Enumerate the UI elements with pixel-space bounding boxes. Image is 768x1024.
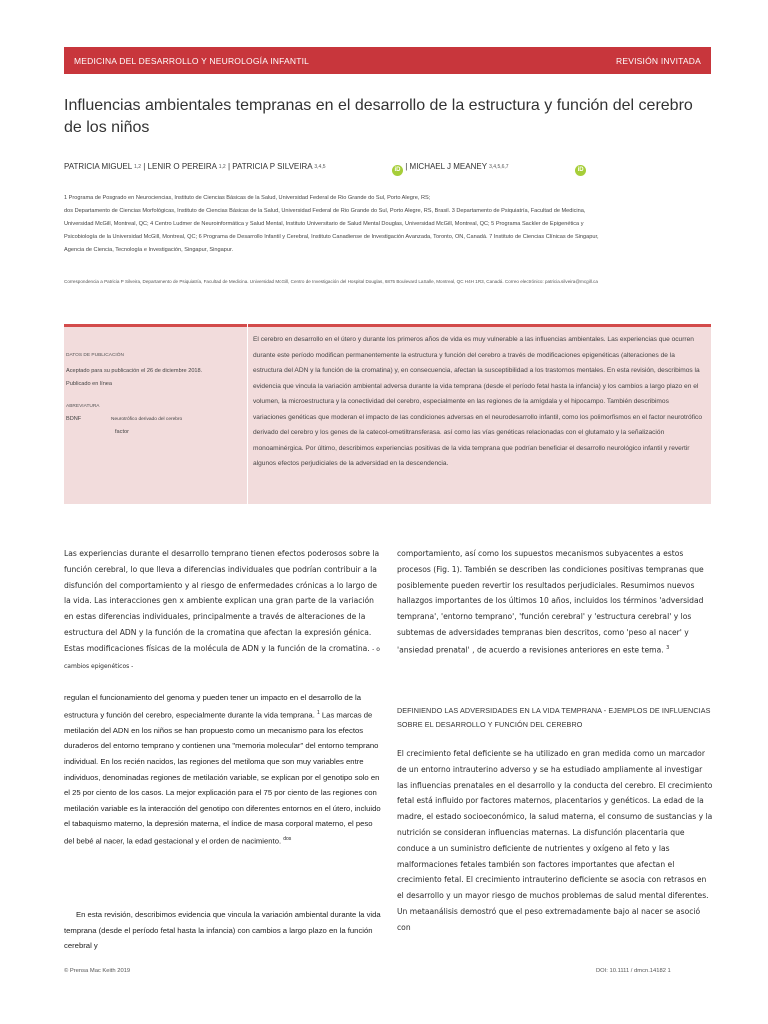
author-name[interactable]: LENIR O PEREIRA	[147, 162, 217, 171]
author-list: PATRICIA MIGUEL $^{1,2}$ | LENIR O PEREIRA $^{1,2}$ | PATRICIA P SILVEIRA $^{3,4,5}$ iD | MICHAEL J MEANEY $^{3,4,5,6,7}$ iD	[64, 162, 714, 176]
publication-info-box	[64, 324, 247, 504]
abstract: El cerebro en desarrollo en el útero y durante los primeros años de vida es muy vulnerable a las influencias ambientales. Las experiencias que ocurren durante este período modifican permanentemente la estructura y función del cerebro a través de modificaciones epigenéticas (alteraciones de la estructura del ADN y la función de la cromatina) y, en consecuencia, afectan la susceptibilidad a los trastornos mentales. En esta revisión, describimos la evidencia que vincula la variación ambiental adversa durante la vida temprana (desde el período fetal hasta la infancia) y los cambios a largo plazo en el volumen, la microestructura y la conectividad del cerebro, especialmente en las regiones de la amígdala y el hipocampo. También describimos variaciones genéticas que moderan el impacto de las condiciones adversas en el neurodesarrollo infantil, como los polimorfismos en el factor neurotrófico derivado del cerebro y los genes de la catecol-ometiltransferasa. así como las vías genéticas relacionadas con el glutamato y la señalización monoaminérgica. Por último, describimos experiencias positivas de la vida temprana que podrían beneficiar el desarrollo neurológico infantil y revertir algunos efectos perjudiciales de la adversidad en la descendencia.	[248, 324, 711, 504]
author-name[interactable]: MICHAEL J MEANEY	[409, 162, 487, 171]
orcid-icon[interactable]: iD	[575, 165, 586, 176]
correspondence: Correspondencia a Patricia P Silveira, Departamento de Psiquiatría, Facultad de Medicina. Universidad McGill, Centro de Investigación del Hospital Douglas, 6875 Boulevard LaSalle, Montreal, QC H4H 1R3, Canadá. Correo electrónico: patricia.silveira@mcgill.ca	[64, 279, 598, 284]
abbreviation-key: BDNF	[66, 416, 82, 422]
author-name[interactable]: PATRICIA P SILVEIRA	[232, 162, 313, 171]
publication-heading: DATOS DE PUBLICACIÓN	[66, 353, 124, 358]
affiliation-line: 1 Programa de Posgrado en Neurociencias, Instituto de Ciencias Básicas de la Salud, Universidad Federal de Rio Grande do Sul, Porto Alegre, RS;	[64, 195, 431, 201]
article-title: Influencias ambientales tempranas en el desarrollo de la estructura y función del cerebro de los niños	[64, 97, 693, 136]
body-paragraph: regulan el funcionamiento del genoma y pueden tener un impacto en el desarrollo de la estructura y función del cerebro, especialmente durante la vida temprana. $^1$ Las marcas de metilación del ADN en los niños se han propuesto como un mecanismo para los efectos duraderos del entorno temprano y contienen una "memoria molecular" del entorno temprano individual. En los recién nacidos, las regiones del metiloma que son muy variables entre individuos, denominadas regiones de metilación variable, se explican por el genotipo solo en el 25 por ciento de los casos. La mejor explicación para el 75 por ciento de las regiones con metilación variable es la interacción del genotipo con diferentes entornos en el útero, incluido el tabaquismo materno, la depresión materna, el índice de masa corporal materno, el peso del bebé al nacer, la edad gestacional y el orden de nacimiento. $^{dos}$	[64, 693, 381, 846]
author-name[interactable]: PATRICIA MIGUEL	[64, 162, 132, 171]
abbreviation-heading: ABREVIATURA	[66, 404, 100, 409]
journal-banner	[64, 47, 711, 74]
affiliation-line: dos Departamento de Ciencias Morfológicas, Instituto de Ciencias Básicas de la Salud, Universidad Federal de Rio Grande do Sul, Porto Alegre, RS, Brasil. 3 Departamento de Psiquiatría, Facultad de Medicina,	[64, 208, 586, 214]
affiliations	[64, 192, 714, 257]
body-paragraph: comportamiento, así como los supuestos mecanismos subyacentes a estos procesos (Fig. 1). También se describen las condiciones positivas tempranas que posiblemente pueden revertir los resultados perjudiciales. Resumimos nuevos hallazgos importantes de los últimos 10 años, incluidos los términos 'adversidad temprana', 'entorno temprano', 'función cerebral' y 'estructura cerebral' y los subtemas de adversidades tempranas bien descritos, como 'peso al nacer' y 'ansiedad prenatal' , de acuerdo a revisiones anteriores en este tema. $^3$	[397, 549, 704, 655]
body-paragraph: El crecimiento fetal deficiente se ha utilizado en gran medida como un marcador de un entorno intrauterino adverso y se ha estudiado ampliamente al investigar las influencias prenatales en el desarrollo y la conducta del cerebro. El crecimiento fetal está influido por factores maternos, placentarios y genéticos. La edad de la madre, el estado socioeconómico, la salud materna, el consumo de sustancias y la nutrición se consideran influencias maternas. La disfunción placentaria que conduce a un suministro deficiente de nutrientes y oxígeno al feto y las malformaciones fetales también son factores importantes que afectan el crecimiento fetal. El crecimiento intrauterino deficiente se asocia con retrasos en el desarrollo y un mayor riesgo de muchos problemas de salud mental diferentes. Un metaanálisis demostró que el peso extremadamente bajo al nacer se asoció con	[397, 749, 713, 932]
published-online: Publicado en línea	[66, 381, 113, 387]
abbreviation-value-cont: factor	[115, 429, 129, 435]
doi-link[interactable]: DOI: 10.1111 / dmcn.14182 1	[596, 968, 671, 974]
copyright: © Prensa Mac Keith 2019	[64, 968, 131, 974]
orcid-icon[interactable]: iD	[392, 165, 403, 176]
section-heading: DEFINIENDO LAS ADVERSIDADES EN LA VIDA TEMPRANA - EJEMPLOS DE INFLUENCIAS SOBRE EL DESARROLLO Y FUNCIÓN DEL CEREBRO	[397, 706, 711, 729]
article-type: REVISIÓN INVITADA	[616, 55, 701, 66]
affiliation-line: Universidad McGill, Montreal, QC; 4 Centro Ludmer de Neuroinformática y Salud Mental, Instituto Universitario de Salud Mental Douglas, Universidad McGill, Montreal, QC; 5 Programa Sackler de Epigenética y	[64, 221, 584, 227]
affiliation-line: Agencia de Ciencia, Tecnología e Investigación, Singapur, Singapur.	[64, 247, 234, 253]
body-paragraph: En esta revisión, describimos evidencia que vincula la variación ambiental durante la vida temprana (desde el período fetal hasta la infancia) con cambios a largo plazo en la función cerebral y	[64, 910, 381, 951]
journal-name: MEDICINA DEL DESARROLLO Y NEUROLOGÍA INFANTIL	[74, 55, 310, 66]
abbreviation-value: Neurotrófico derivado del cerebro	[111, 417, 183, 422]
abbreviation-row	[66, 413, 245, 426]
body-paragraph: Las experiencias durante el desarrollo temprano tienen efectos poderosos sobre la función cerebral, lo que lleva a diferencias individuales que podrían contribuir a la disfunción del comportamiento y al riesgo de enfermedades crónicas a lo largo de la vida. Las interacciones gen x ambiente explican una gran parte de la variación en estas diferencias individuales, principalmente a través de alteraciones de la estructura del ADN y la función de la cromatina que afectan la expresión génica. Estas modificaciones físicas de la molécula de ADN y la función de la cromatina. - o cambios epigenéticos -	[64, 549, 380, 670]
accepted-date: Aceptado para su publicación el 26 de diciembre 2018.	[66, 368, 203, 374]
affiliation-line: Psicobiología de la Universidad McGill, Montreal, QC; 6 Programa de Desarrollo Infantil y Cerebral, Instituto Canadiense de Investigación Avanzada, Toronto, ON, Canadá. 7 Instituto de Ciencias Clínicas de Singapur,	[64, 234, 599, 240]
